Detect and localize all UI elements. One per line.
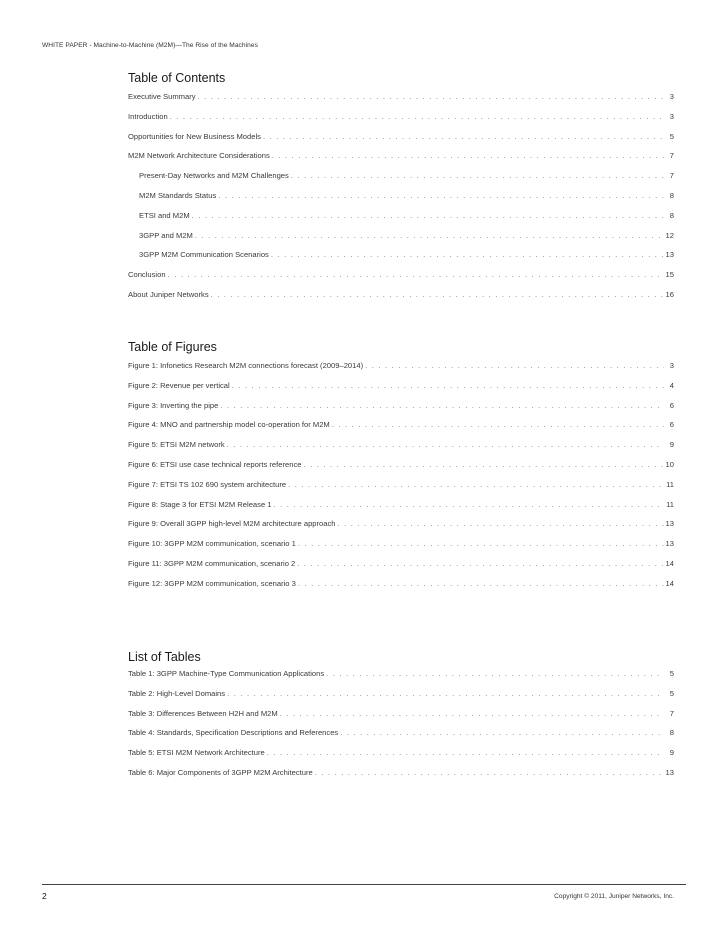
dot-leader [220, 401, 664, 410]
entry-label: Table 6: Major Components of 3GPP M2M Architecture [128, 767, 313, 777]
entry-page: 8 [669, 210, 674, 220]
entry-label: 3GPP M2M Communication Scenarios [139, 250, 269, 260]
footer-divider [42, 884, 686, 885]
dot-leader [227, 440, 664, 449]
toc-subentry[interactable] [128, 231, 674, 251]
entry-label: Table 1: 3GPP Machine-Type Communication Applications [128, 669, 325, 678]
entry-page: 16 [665, 289, 674, 299]
figure-entry[interactable] [128, 381, 674, 401]
dot-leader [303, 460, 663, 469]
toc-subentry[interactable] [128, 191, 674, 211]
entry-label: Table 4: Standards, Specification Descriptions and References [128, 728, 339, 738]
entry-page: 7 [669, 151, 674, 161]
dot-leader [298, 579, 664, 588]
dot-leader [280, 709, 664, 718]
dot-leader [272, 151, 664, 160]
entry-page: 12 [665, 230, 674, 240]
figure-entry[interactable] [128, 460, 674, 480]
table-entry[interactable] [128, 669, 674, 689]
entry-page: 13 [665, 539, 674, 549]
table-entry[interactable] [128, 709, 674, 729]
figure-entry[interactable] [128, 401, 674, 421]
dot-leader [298, 539, 664, 548]
toc-subentry[interactable] [128, 250, 674, 270]
dot-leader [263, 132, 664, 141]
figure-entry[interactable] [128, 420, 674, 440]
entry-page: 6 [669, 400, 674, 410]
entry-label: Conclusion [128, 270, 166, 280]
entry-label: About Juniper Networks [128, 289, 209, 299]
entry-page: 4 [669, 380, 674, 390]
entry-label: Figure 4: MNO and partnership model co-operation for M2M [128, 420, 330, 430]
entry-page: 8 [669, 728, 674, 738]
dot-leader [227, 689, 664, 698]
entry-page: 5 [669, 688, 674, 698]
entry-page: 10 [665, 459, 674, 469]
figure-entry[interactable] [128, 500, 674, 520]
dot-leader [291, 171, 664, 180]
tables-title: List of Tables [128, 650, 201, 664]
entry-label: M2M Network Architecture Considerations [128, 151, 270, 161]
footer-copyright: Copyright © 2011, Juniper Networks, Inc. [554, 893, 674, 900]
table-entry[interactable] [128, 728, 674, 748]
toc-title: Table of Contents [128, 71, 226, 85]
entry-page: 14 [665, 578, 674, 588]
dot-leader [267, 748, 664, 757]
dot-leader [332, 420, 664, 429]
entry-label: Figure 9: Overall 3GPP high-level M2M architecture approach [128, 519, 336, 529]
toc-entry[interactable] [128, 112, 674, 132]
toc-entry[interactable] [128, 92, 674, 112]
figures-list [128, 361, 674, 599]
dot-leader [338, 519, 664, 528]
entry-label: Figure 12: 3GPP M2M communication, scenario 3 [128, 578, 296, 588]
running-header: WHITE PAPER - Machine-to-Machine (M2M)—The Rise of the Machines [42, 42, 258, 49]
entry-label: Figure 5: ETSI M2M network [128, 440, 225, 450]
table-entry[interactable] [128, 748, 674, 768]
entry-page: 14 [665, 558, 674, 568]
entry-label: Figure 2: Revenue per vertical [128, 380, 230, 390]
dot-leader [170, 112, 664, 121]
toc-list [128, 92, 674, 310]
dot-leader [211, 290, 664, 299]
entry-page: 3 [669, 111, 674, 121]
toc-subentry[interactable] [128, 171, 674, 191]
entry-label: Figure 10: 3GPP M2M communication, scenario 1 [128, 539, 296, 549]
dot-leader [168, 270, 664, 279]
dot-leader [340, 728, 664, 737]
entry-page: 5 [669, 131, 674, 141]
dot-leader [195, 231, 664, 240]
entry-page: 13 [665, 767, 674, 777]
entry-page: 15 [665, 270, 674, 280]
dot-leader [274, 500, 664, 509]
figures-title: Table of Figures [128, 340, 217, 354]
dot-leader [297, 559, 663, 568]
figure-entry[interactable] [128, 519, 674, 539]
entry-page: 9 [669, 748, 674, 758]
dot-leader [232, 381, 664, 390]
dot-leader [218, 191, 664, 200]
tables-list [128, 669, 674, 788]
entry-label: Introduction [128, 111, 168, 121]
entry-label: Figure 8: Stage 3 for ETSI M2M Release 1 [128, 499, 272, 509]
table-entry[interactable] [128, 689, 674, 709]
entry-label: Present-Day Networks and M2M Challenges [139, 171, 289, 181]
dot-leader [192, 211, 664, 220]
toc-entry[interactable] [128, 132, 674, 152]
entry-label: Opportunities for New Business Models [128, 131, 261, 141]
dot-leader [365, 361, 664, 370]
entry-page: 11 [666, 499, 674, 509]
entry-label: Figure 3: Inverting the pipe [128, 400, 219, 410]
entry-page: 3 [669, 92, 674, 101]
dot-leader [315, 768, 664, 777]
entry-page: 11 [666, 479, 674, 489]
toc-entry[interactable] [128, 290, 674, 310]
entry-page: 13 [665, 519, 674, 529]
footer-page-number: 2 [42, 891, 47, 901]
table-entry[interactable] [128, 768, 674, 788]
dot-leader [271, 250, 664, 259]
toc-entry[interactable] [128, 151, 674, 171]
figure-entry[interactable] [128, 579, 674, 599]
entry-label: Figure 1: Infonetics Research M2M connections forecast (2009–2014) [128, 361, 364, 370]
entry-label: Executive Summary [128, 92, 196, 101]
entry-page: 9 [669, 440, 674, 450]
dot-leader [288, 480, 664, 489]
entry-label: Figure 11: 3GPP M2M communication, scenario 2 [128, 558, 296, 568]
entry-page: 7 [669, 171, 674, 181]
toc-subentry[interactable] [128, 211, 674, 231]
entry-label: M2M Standards Status [139, 190, 217, 200]
entry-label: Table 5: ETSI M2M Network Architecture [128, 748, 265, 758]
entry-label: ETSI and M2M [139, 210, 190, 220]
entry-page: 7 [669, 708, 674, 718]
entry-page: 6 [669, 420, 674, 430]
figure-entry[interactable] [128, 480, 674, 500]
figure-entry[interactable] [128, 539, 674, 559]
entry-label: Figure 6: ETSI use case technical reports reference [128, 459, 302, 469]
entry-page: 13 [665, 250, 674, 260]
dot-leader [326, 669, 664, 678]
entry-page: 3 [669, 361, 674, 370]
entry-page: 8 [669, 190, 674, 200]
dot-leader [198, 92, 664, 101]
entry-page: 5 [669, 669, 674, 678]
toc-entry[interactable] [128, 270, 674, 290]
figure-entry[interactable] [128, 440, 674, 460]
entry-label: Figure 7: ETSI TS 102 690 system architecture [128, 479, 287, 489]
figure-entry[interactable] [128, 361, 674, 381]
entry-label: 3GPP and M2M [139, 230, 193, 240]
figure-entry[interactable] [128, 559, 674, 579]
entry-label: Table 2: High-Level Domains [128, 688, 226, 698]
entry-label: Table 3: Differences Between H2H and M2M [128, 708, 278, 718]
